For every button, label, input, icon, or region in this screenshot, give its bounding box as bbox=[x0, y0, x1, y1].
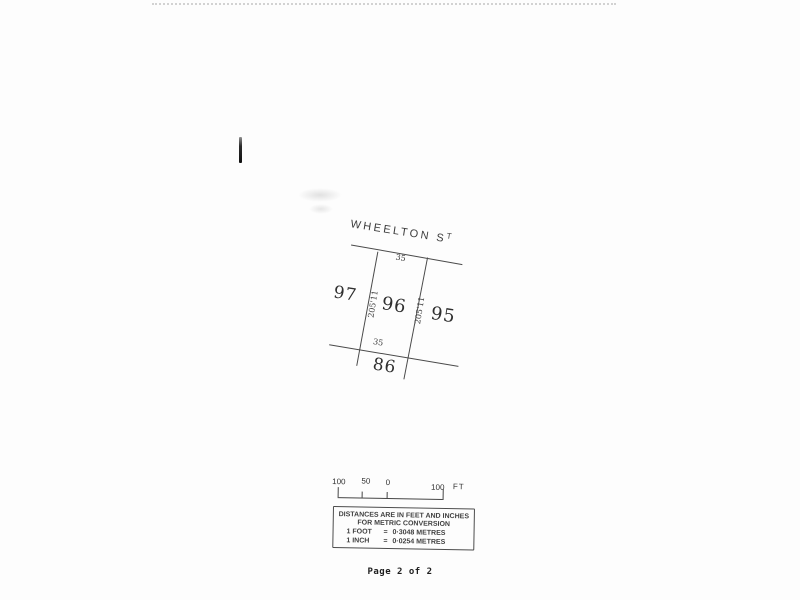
scale-tick-50 bbox=[362, 492, 363, 498]
lot-number-96: 96 bbox=[380, 293, 409, 318]
lot-number-86: 86 bbox=[371, 354, 398, 378]
lot-number-95: 95 bbox=[429, 302, 458, 328]
street-name-superscript: T bbox=[445, 231, 453, 241]
conversion-inch-equals: = bbox=[383, 537, 388, 545]
scale-unit-label: FT bbox=[452, 482, 465, 492]
scale-label-100-left: 100 bbox=[332, 477, 346, 487]
scale-tick-100-right bbox=[443, 489, 444, 500]
conversion-inch-value: 0·0254 METRES bbox=[392, 538, 446, 546]
depth-left-dimension: 205'11 bbox=[366, 289, 380, 319]
conversion-foot-equals: = bbox=[383, 528, 388, 536]
depth-right-dimension: 205'11 bbox=[413, 296, 427, 325]
scale-label-0: 0 bbox=[385, 477, 391, 488]
scale-tick-0 bbox=[387, 492, 388, 498]
scan-page-top-edge-artifact bbox=[152, 3, 616, 5]
conversion-title-line2: FOR METRIC CONVERSION bbox=[357, 519, 451, 529]
conversion-foot-value: 0·3048 METRES bbox=[392, 529, 446, 537]
frontage-bottom-dimension: 35 bbox=[372, 337, 384, 348]
frontage-top-dimension: 35 bbox=[394, 252, 407, 264]
lot-number-97: 97 bbox=[332, 282, 359, 306]
scale-bar bbox=[329, 474, 480, 509]
scale-label-50: 50 bbox=[361, 476, 371, 486]
street-name-text: WHEELTON S bbox=[349, 218, 448, 246]
scale-label-100-right: 100 bbox=[431, 482, 445, 492]
ink-mark-artifact bbox=[239, 137, 242, 163]
conversion-title-line1: DISTANCES ARE IN FEET AND INCHES bbox=[338, 511, 470, 521]
survey-plan bbox=[258, 190, 512, 457]
scale-bar-line bbox=[338, 497, 443, 500]
page-footer: Page 2 of 2 bbox=[367, 567, 433, 577]
conversion-inch-unit: 1 INCH bbox=[346, 537, 370, 545]
conversion-foot-unit: 1 FOOT bbox=[346, 528, 372, 536]
street-name-label bbox=[345, 216, 456, 247]
scale-tick-100-left bbox=[338, 487, 339, 497]
metric-conversion-box bbox=[332, 506, 475, 550]
conversion-row-inch bbox=[333, 536, 473, 547]
